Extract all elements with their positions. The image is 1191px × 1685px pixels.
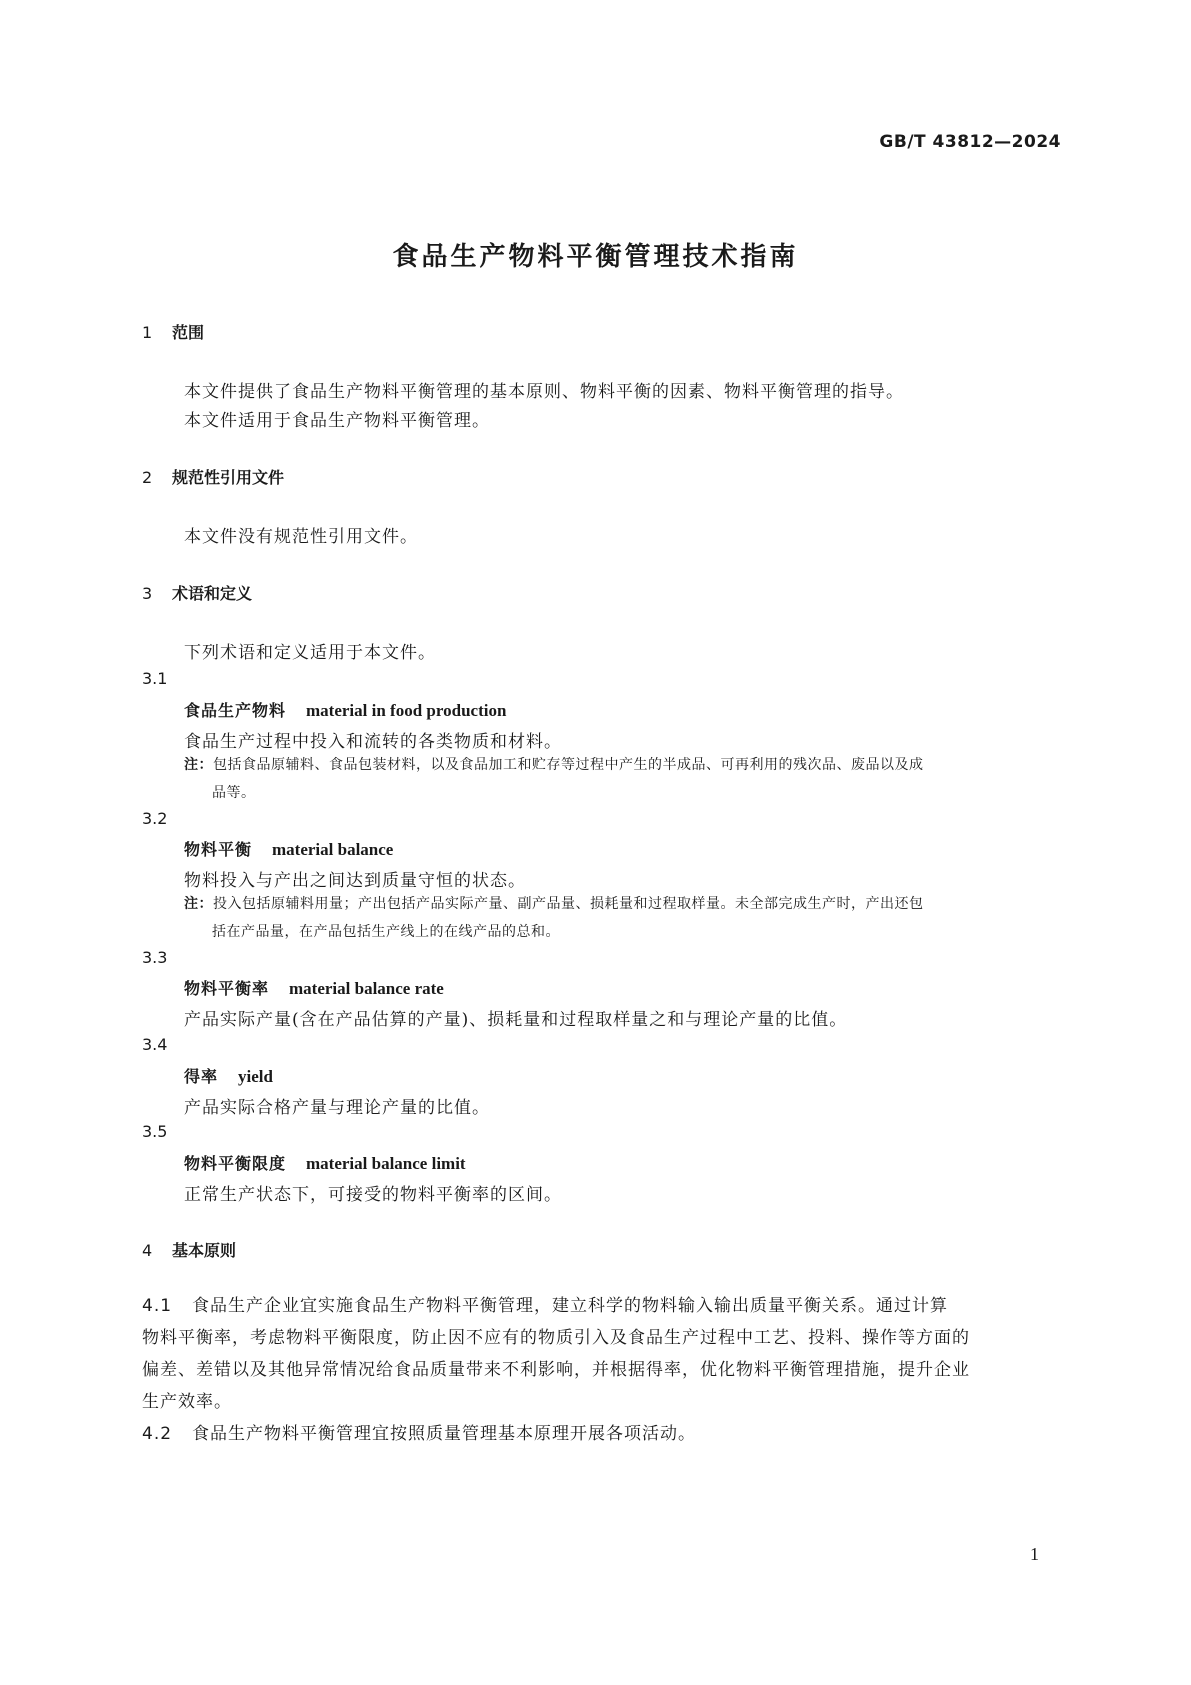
section-number: 3: [142, 584, 153, 603]
section-1-paragraph: 本文件提供了食品生产物料平衡管理的基本原则、物料平衡的因素、物料平衡管理的指导。: [184, 382, 904, 402]
page-number: 1: [1030, 1544, 1039, 1564]
clause-number: 4.1: [142, 1296, 173, 1316]
term-heading: [184, 698, 506, 721]
section-4-heading: [142, 1238, 236, 1261]
term-number: 3.4: [142, 1035, 168, 1054]
section-2-heading: [142, 465, 284, 488]
term-number: 3.5: [142, 1122, 168, 1141]
section-number: 2: [142, 468, 153, 487]
clause-line: [142, 1290, 1062, 1322]
clause-text: 食品生产物料平衡管理宜按照质量管理基本原理开展各项活动。: [192, 1424, 697, 1444]
section-title: 基本原则: [172, 1241, 237, 1260]
term-heading: [184, 976, 444, 999]
section-title: 范围: [172, 323, 205, 342]
term-chinese: 食品生产物料: [184, 701, 287, 720]
term-definition: 产品实际合格产量与理论产量的比值。: [184, 1098, 490, 1118]
term-number: 3.1: [142, 669, 168, 688]
term-definition: 食品生产过程中投入和流转的各类物质和材料。: [184, 732, 562, 752]
term-heading: [184, 1151, 466, 1174]
standard-code: GB/T 43812—2024: [879, 132, 1061, 152]
clause-4-2: [142, 1418, 1062, 1450]
note-continuation: 括在产品量，在产品包括生产线上的在线产品的总和。: [212, 924, 560, 940]
clause-number: 4.2: [142, 1424, 173, 1444]
term-definition: 产品实际产量(含在产品估算的产量)、损耗量和过程取样量之和与理论产量的比值。: [184, 1010, 848, 1030]
term-chinese: 物料平衡率: [184, 979, 270, 998]
term-definition: 正常生产状态下，可接受的物料平衡率的区间。: [184, 1185, 562, 1205]
term-number: 3.2: [142, 809, 168, 828]
term-note: [184, 751, 1064, 807]
note-label: 注：: [184, 757, 213, 773]
clause-line: 物料平衡率，考虑物料平衡限度，防止因不应有的物质引入及食品生产过程中工艺、投料、操作等方面的: [142, 1328, 970, 1348]
note-label: 注：: [184, 896, 213, 912]
term-english: material balance: [272, 840, 394, 859]
section-3-heading: [142, 581, 252, 604]
section-2-paragraph: 本文件没有规范性引用文件。: [184, 527, 418, 547]
term-note: [184, 890, 1064, 946]
term-definition: 物料投入与产出之间达到质量守恒的状态。: [184, 871, 526, 891]
section-3-intro: 下列术语和定义适用于本文件。: [184, 643, 436, 663]
section-title: 术语和定义: [172, 584, 253, 603]
section-number: 1: [142, 323, 153, 342]
term-english: material balance limit: [306, 1154, 466, 1173]
term-heading: [184, 1064, 273, 1087]
clause-line: 偏差、差错以及其他异常情况给食品质量带来不利影响，并根据得率，优化物料平衡管理措施，提升企业: [142, 1360, 970, 1380]
section-number: 4: [142, 1241, 153, 1260]
section-title: 规范性引用文件: [172, 468, 285, 487]
clause-line: 生产效率。: [142, 1392, 232, 1412]
note-text: 包括食品原辅料、食品包装材料，以及食品加工和贮存等过程中产生的半成品、可再利用的残次品、废品以及成: [213, 757, 924, 773]
note-line: [184, 890, 1064, 918]
note-line: [184, 751, 1064, 779]
term-chinese: 物料平衡: [184, 840, 253, 859]
term-english: yield: [238, 1067, 273, 1086]
section-1-heading: [142, 320, 204, 343]
term-heading: [184, 837, 393, 860]
section-1-paragraph: 本文件适用于食品生产物料平衡管理。: [184, 411, 490, 431]
term-chinese: 物料平衡限度: [184, 1154, 287, 1173]
clause-text: 食品生产企业宜实施食品生产物料平衡管理，建立科学的物料输入输出质量平衡关系。通过计算: [192, 1296, 949, 1316]
term-number: 3.3: [142, 948, 168, 967]
note-text: 投入包括原辅料用量；产出包括产品实际产量、副产品量、损耗量和过程取样量。未全部完成生产时，产出还包: [213, 896, 924, 912]
note-continuation: 品等。: [212, 785, 256, 801]
clause-line: [142, 1418, 1062, 1450]
term-english: material in food production: [306, 701, 507, 720]
document-title: 食品生产物料平衡管理技术指南: [392, 242, 799, 272]
term-chinese: 得率: [184, 1067, 219, 1086]
term-english: material balance rate: [289, 979, 444, 998]
clause-4-1: [142, 1290, 1062, 1418]
